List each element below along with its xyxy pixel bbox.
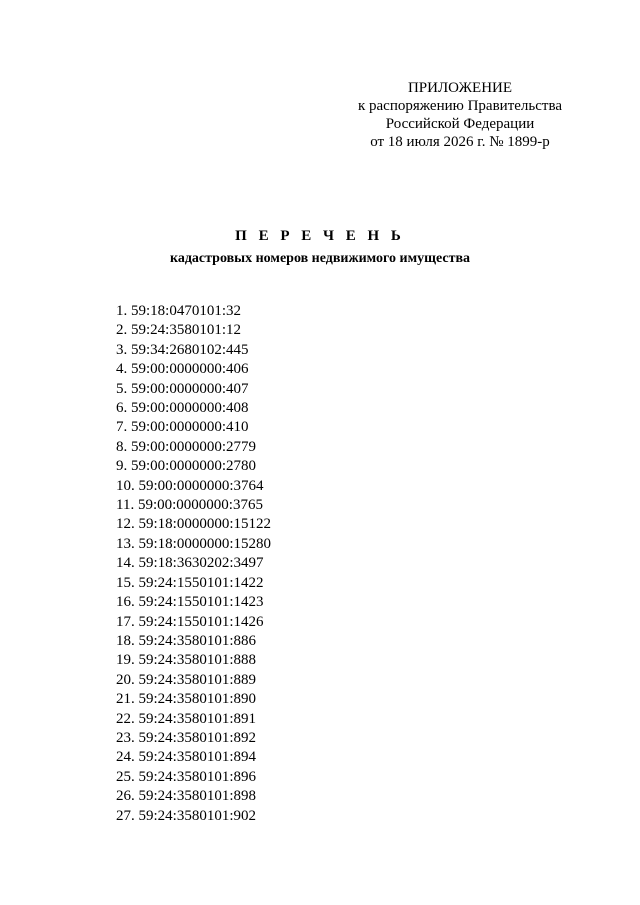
list-item: 20. 59:24:3580101:889	[116, 671, 257, 688]
list-item: 21. 59:24:3580101:890	[116, 691, 257, 708]
list-item: 22. 59:24:3580101:891	[116, 710, 257, 727]
list-item: 12. 59:18:0000000:15122	[116, 516, 272, 533]
list-item: 15. 59:24:1550101:1422	[116, 574, 264, 591]
list-item: 27. 59:24:3580101:902	[116, 807, 257, 824]
list-item: 16. 59:24:1550101:1423	[116, 594, 264, 611]
list-item: 8. 59:00:0000000:2779	[116, 438, 257, 455]
appendix-label: ПРИЛОЖЕНИЕ	[407, 80, 513, 96]
list-item: 14. 59:18:3630202:3497	[116, 555, 264, 572]
list-item: 13. 59:18:0000000:15280	[116, 535, 272, 552]
list-item: 2. 59:24:3580101:12	[116, 322, 242, 339]
list-item: 5. 59:00:0000000:407	[116, 380, 249, 397]
appendix-date-line: от 18 июля 2026 г. № 1899-р	[370, 134, 550, 150]
list-item: 17. 59:24:1550101:1426	[116, 613, 264, 630]
list-item: 18. 59:24:3580101:886	[116, 632, 257, 649]
appendix-header	[340, 79, 580, 151]
list-item: 11. 59:00:0000000:3765	[116, 497, 263, 514]
list-item: 25. 59:24:3580101:896	[116, 768, 257, 785]
list-item: 26. 59:24:3580101:898	[116, 788, 257, 805]
appendix-government-line: Российской Федерации	[385, 116, 535, 132]
list-item: 1. 59:18:0470101:32	[116, 303, 242, 319]
list-item: 19. 59:24:3580101:888	[116, 652, 257, 669]
list-item: 9. 59:00:0000000:2780	[116, 458, 257, 475]
list-item: 4. 59:00:0000000:406	[116, 361, 249, 378]
document-title: П Е Р Е Ч Е Н Ь	[235, 228, 405, 244]
list-item: 3. 59:34:2680102:445	[116, 341, 249, 358]
document-subtitle: кадастровых номеров недвижимого имущества	[169, 251, 470, 266]
list-item: 6. 59:00:0000000:408	[116, 400, 249, 417]
list-item: 24. 59:24:3580101:894	[116, 749, 257, 766]
list-item: 7. 59:00:0000000:410	[116, 419, 249, 436]
cadastral-number-list	[116, 302, 271, 826]
list-item: 23. 59:24:3580101:892	[116, 729, 257, 746]
list-item: 10. 59:00:0000000:3764	[116, 477, 264, 494]
appendix-decree-line: к распоряжению Правительства	[357, 98, 562, 114]
